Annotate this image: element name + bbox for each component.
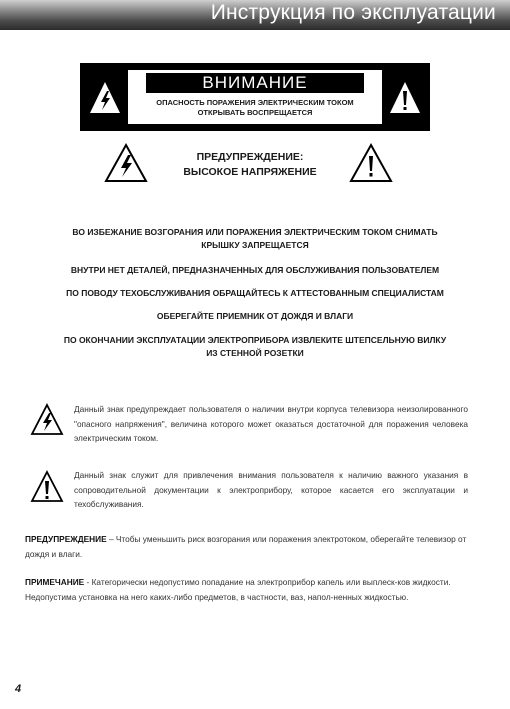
warning-paragraph: [25, 532, 475, 562]
caution-line-1: ОПАСНОСТЬ ПОРАЖЕНИЯ ЭЛЕКТРИЧЕСКИМ ТОКОМ: [156, 98, 354, 107]
rule-line: ВНУТРИ НЕТ ДЕТАЛЕЙ, ПРЕДНАЗНАЧЕННЫХ ДЛЯ ОБСЛУЖИВАНИЯ ПОЛЬЗОВАТЕЛЕМ: [70, 265, 440, 275]
warning-label: ПРЕДУПРЕЖДЕНИЕ: [25, 534, 107, 544]
rule-line: ВО ИЗБЕЖАНИЕ ВОЗГОРАНИЯ ИЛИ ПОРАЖЕНИЯ ЭЛЕКТРИЧЕСКИМ ТОКОМ СНИМАТЬ: [72, 227, 438, 237]
rule-line: ПО ПОВОДУ ТЕХОБСЛУЖИВАНИЯ ОБРАЩАЙТЕСЬ К АТТЕСТОВАННЫМ СПЕЦИАЛИСТАМ: [66, 288, 444, 298]
exclamation-triangle-icon: [388, 80, 422, 116]
exclamation-triangle-icon: [30, 470, 64, 504]
rule-line: ИЗ СТЕННОЙ РОЗЕТКИ: [206, 348, 304, 358]
rule-line: ОБЕРЕГАЙТЕ ПРИЕМНИК ОТ ДОЖДЯ И ВЛАГИ: [156, 311, 354, 321]
safety-rule: [20, 264, 490, 277]
caution-banner: [80, 63, 430, 131]
caution-text-box: [128, 70, 382, 124]
high-voltage-line-2: ВЫСОКОЕ НАПРЯЖЕНИЕ: [183, 166, 317, 178]
high-voltage-heading: [160, 150, 340, 180]
warning-text: – Чтобы уменьшить риск возгорания или поражения электротоком, оберегайте телевизор от дождя и влаги.: [25, 534, 467, 559]
lightning-triangle-icon: [103, 142, 149, 184]
note-text: - Категорически недопустимо попадание на электроприбор капель или выплеск-ков жидкости. Недопустима установка на него каких-либо предметов, в частности, ваз, напол-ненных жидкостью.: [25, 577, 451, 602]
note-paragraph: [25, 575, 475, 605]
page-number: 4: [15, 683, 22, 695]
caution-subtitle: [128, 98, 382, 118]
high-voltage-line-1: ПРЕДУПРЕЖДЕНИЕ:: [196, 151, 304, 163]
safety-rule: [20, 287, 490, 300]
note-label: ПРИМЕЧАНИЕ: [25, 577, 85, 587]
symbol-note-text: Данный знак предупреждает пользователя о наличии внутри корпуса телевизора неизолированного "опасного напряжения", величина которого может оказаться достаточной для поражения человека электрическим током.: [74, 404, 468, 443]
caution-title: ВНИМАНИЕ: [146, 73, 364, 93]
safety-rule: [20, 226, 490, 252]
lightning-triangle-icon: [30, 403, 64, 437]
lightning-triangle-icon: [88, 80, 122, 116]
symbol-note-text: Данный знак служит для привлечения внимания пользователя к наличию важного указания в сопроводительной документации к электроприбору, которое касается его эксплуатации и техобслуживания.: [74, 470, 468, 509]
exclamation-triangle-icon: [348, 142, 394, 184]
safety-rule: [20, 310, 490, 323]
rule-line: КРЫШКУ ЗАПРЕЩАЕТСЯ: [201, 240, 309, 250]
rule-line: ПО ОКОНЧАНИИ ЭКСПЛУАТАЦИИ ЭЛЕКТРОПРИБОРА ИЗВЛЕКИТЕ ШТЕПСЕЛЬНУЮ ВИЛКУ: [63, 335, 447, 345]
safety-rule: [20, 334, 490, 360]
caution-line-2: ОТКРЫВАТЬ ВОСПРЕЩАЕТСЯ: [197, 108, 313, 117]
page-title: Инструкция по эксплуатации: [210, 1, 496, 24]
header-bar: [0, 0, 510, 30]
